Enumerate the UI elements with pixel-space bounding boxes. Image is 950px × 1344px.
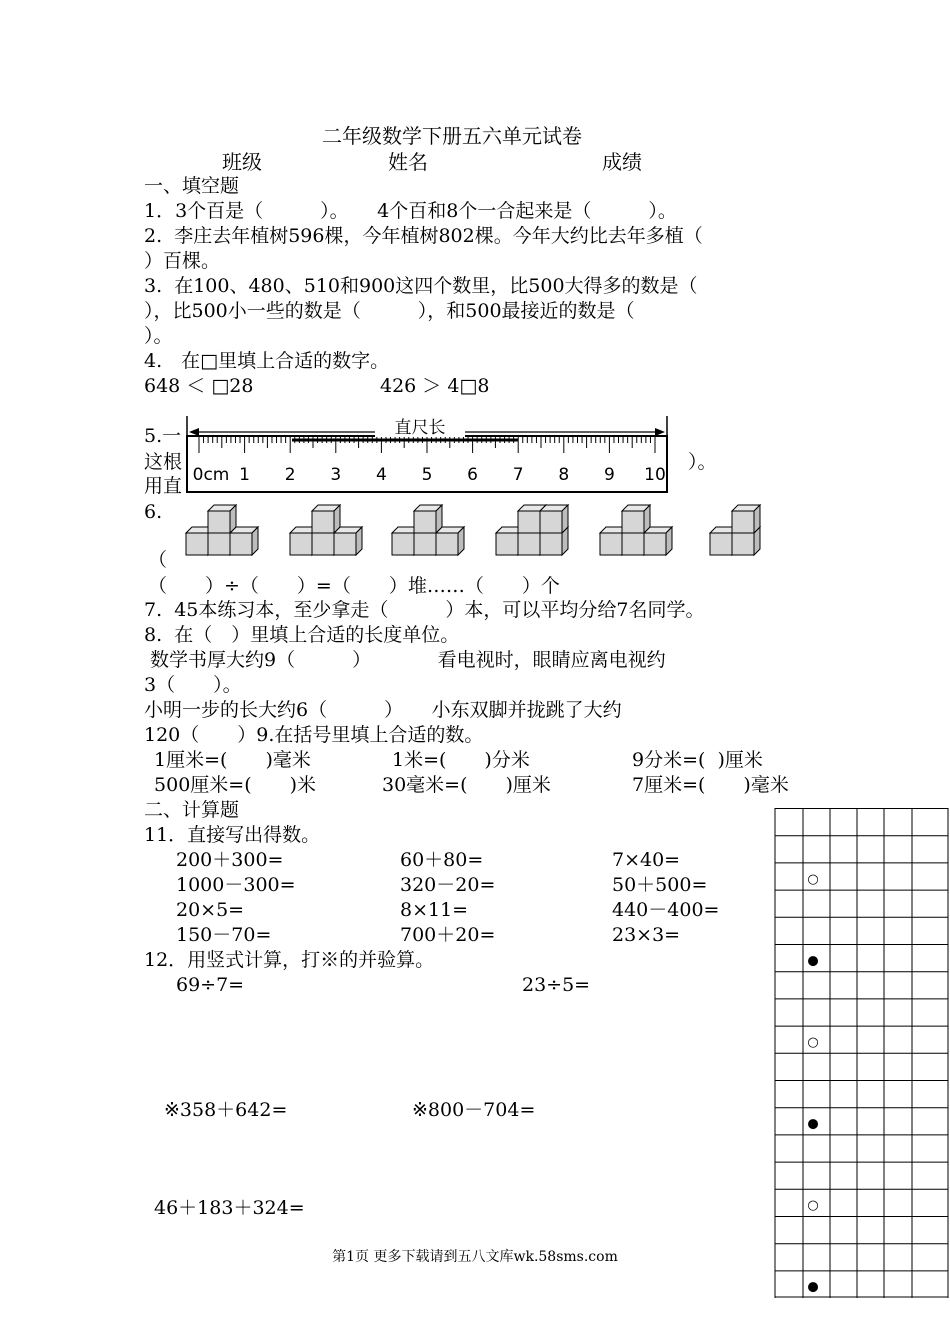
ruler-tick-label: 2 [284, 465, 296, 485]
page-footer: 第1页 更多下载请到五八文库wk.58sms.com [332, 1249, 618, 1265]
ruler-label: 直尺长 [394, 418, 446, 438]
vertical-calc-last: 46＋183＋324= [154, 1197, 305, 1219]
question-5-line-2: 这根 [144, 451, 183, 473]
calc-cell: 23×3= [612, 924, 681, 946]
cube [732, 505, 760, 533]
question-8-line-4: 120（ ）9.在括号里填上合适的数。 [144, 724, 484, 746]
calc-cell: 50＋500= [612, 874, 708, 896]
cube [230, 527, 258, 555]
calc-cell: 20×5= [176, 899, 245, 921]
question-3-line-1: 3. 在100、480、510和900这四个数里，比500大得多的数是（ [144, 275, 698, 297]
question-3-line-2: ），比500小一些的数是（ ），和500最接近的数是（ [144, 300, 635, 322]
class-label: 班级 [222, 150, 262, 174]
calc-cell: 440－400= [612, 899, 720, 921]
question-8: 8. 在（ ）里填上合适的长度单位。 [144, 624, 460, 646]
question-4-item-2: 426 ＞ 4□8 [380, 375, 490, 397]
calc-cell: 7×40= [612, 849, 681, 871]
filled-dot-marker: ● [807, 953, 819, 969]
section-heading-calc: 二、计算题 [144, 799, 240, 821]
question-3-line-3: ）。 [144, 325, 173, 347]
calc-cell: 320－20= [400, 874, 496, 896]
cube [622, 505, 650, 533]
ruler-tick-label: 8 [558, 465, 570, 485]
ruler-tick-label: 1 [239, 465, 251, 485]
q9-cell: 1厘米=( )毫米 [148, 749, 311, 771]
question-4: 4. 在□里填上合适的数字。 [144, 350, 390, 372]
question-8-line-1: 数学书厚大约9（ ） 看电视时，眼睛应离电视约 [144, 649, 666, 671]
calc-cell: 1000－300= [176, 874, 296, 896]
vertical-calc-item: 23÷5= [522, 974, 591, 996]
calc-cell: 700＋20= [400, 924, 496, 946]
question-5-line-3: 用直 [144, 475, 183, 497]
q9-cell: 9分米=( )厘米 [632, 749, 763, 771]
cube [436, 527, 464, 555]
ruler-tick-label: 3 [330, 465, 342, 485]
section-heading-fill: 一、填空题 [144, 175, 240, 197]
score-label: 成绩 [602, 150, 642, 174]
cube [312, 505, 340, 533]
ruler-tick-label: 6 [467, 465, 479, 485]
question-5-line-1: 5.一 [144, 425, 182, 447]
question-4-item-1: 648 ＜ □28 [144, 375, 254, 397]
question-7: 7. 45本练习本，至少拿走（ ）本，可以平均分给7名同学。 [144, 599, 705, 621]
ruler-tick-label: 9 [603, 465, 615, 485]
ruler-tick-label: 4 [375, 465, 387, 485]
q9-cell: 1米=( )分米 [392, 749, 530, 771]
vertical-calc-checked: ※358＋642= [164, 1099, 288, 1121]
calc-cell: 60＋80= [400, 849, 484, 871]
question-11: 11．直接写出得数。 [144, 824, 321, 846]
cube [208, 505, 236, 533]
question-12: 12．用竖式计算，打※的并验算。 [144, 949, 435, 971]
question-6: 6. [144, 501, 163, 523]
ruler-tick-label: 10 [644, 465, 666, 485]
answer-grid [773, 808, 949, 1298]
ruler-tick-label: 5 [421, 465, 433, 485]
vertical-calc-item: 69÷7= [176, 974, 245, 996]
cubes-illustration [180, 503, 780, 559]
q9-cell: 30毫米=( )厘米 [382, 774, 551, 796]
question-2-line-1: 2. 李庄去年植树596棵，今年植树802棵。今年大约比去年多植（ [144, 225, 703, 247]
question-6-formula: （ ）÷（ ）=（ ）堆……（ ）个 [148, 575, 560, 597]
filled-dot-marker: ● [807, 1279, 819, 1295]
page-title: 二年级数学下册五六单元试卷 [322, 124, 582, 148]
calc-cell: 8×11= [400, 899, 469, 921]
cube [540, 505, 568, 533]
q9-cell: 500厘米=( )米 [148, 774, 317, 796]
name-label: 姓名 [388, 150, 428, 174]
cube [334, 527, 362, 555]
ruler-tick-label: 0cm [192, 465, 230, 485]
calc-cell: 150－70= [176, 924, 272, 946]
calc-cell: 200＋300= [176, 849, 284, 871]
question-2-line-2: ）百棵。 [144, 250, 221, 272]
vertical-calc-checked: ※800－704= [412, 1099, 536, 1121]
ruler-tick-label: 7 [512, 465, 524, 485]
cube [414, 505, 442, 533]
open-circle-marker: ○ [807, 1035, 819, 1050]
open-circle-marker: ○ [807, 1198, 819, 1213]
question-6-open: （ [148, 549, 168, 571]
question-8-line-3: 小明一步的长大约6（ ） 小东双脚并拢跳了大约 [144, 699, 622, 721]
question-8-line-2: 3（ ）。 [144, 674, 242, 696]
cube [644, 527, 672, 555]
open-circle-marker: ○ [807, 872, 819, 887]
ruler-illustration [185, 412, 670, 494]
filled-dot-marker: ● [807, 1116, 819, 1132]
question-5-line-2-end: ）。 [688, 451, 717, 473]
question-1: 1．3个百是（ ）。 4个百和8个一合起来是（ ）。 [144, 200, 677, 222]
q9-cell: 7厘米=( )毫米 [632, 774, 789, 796]
